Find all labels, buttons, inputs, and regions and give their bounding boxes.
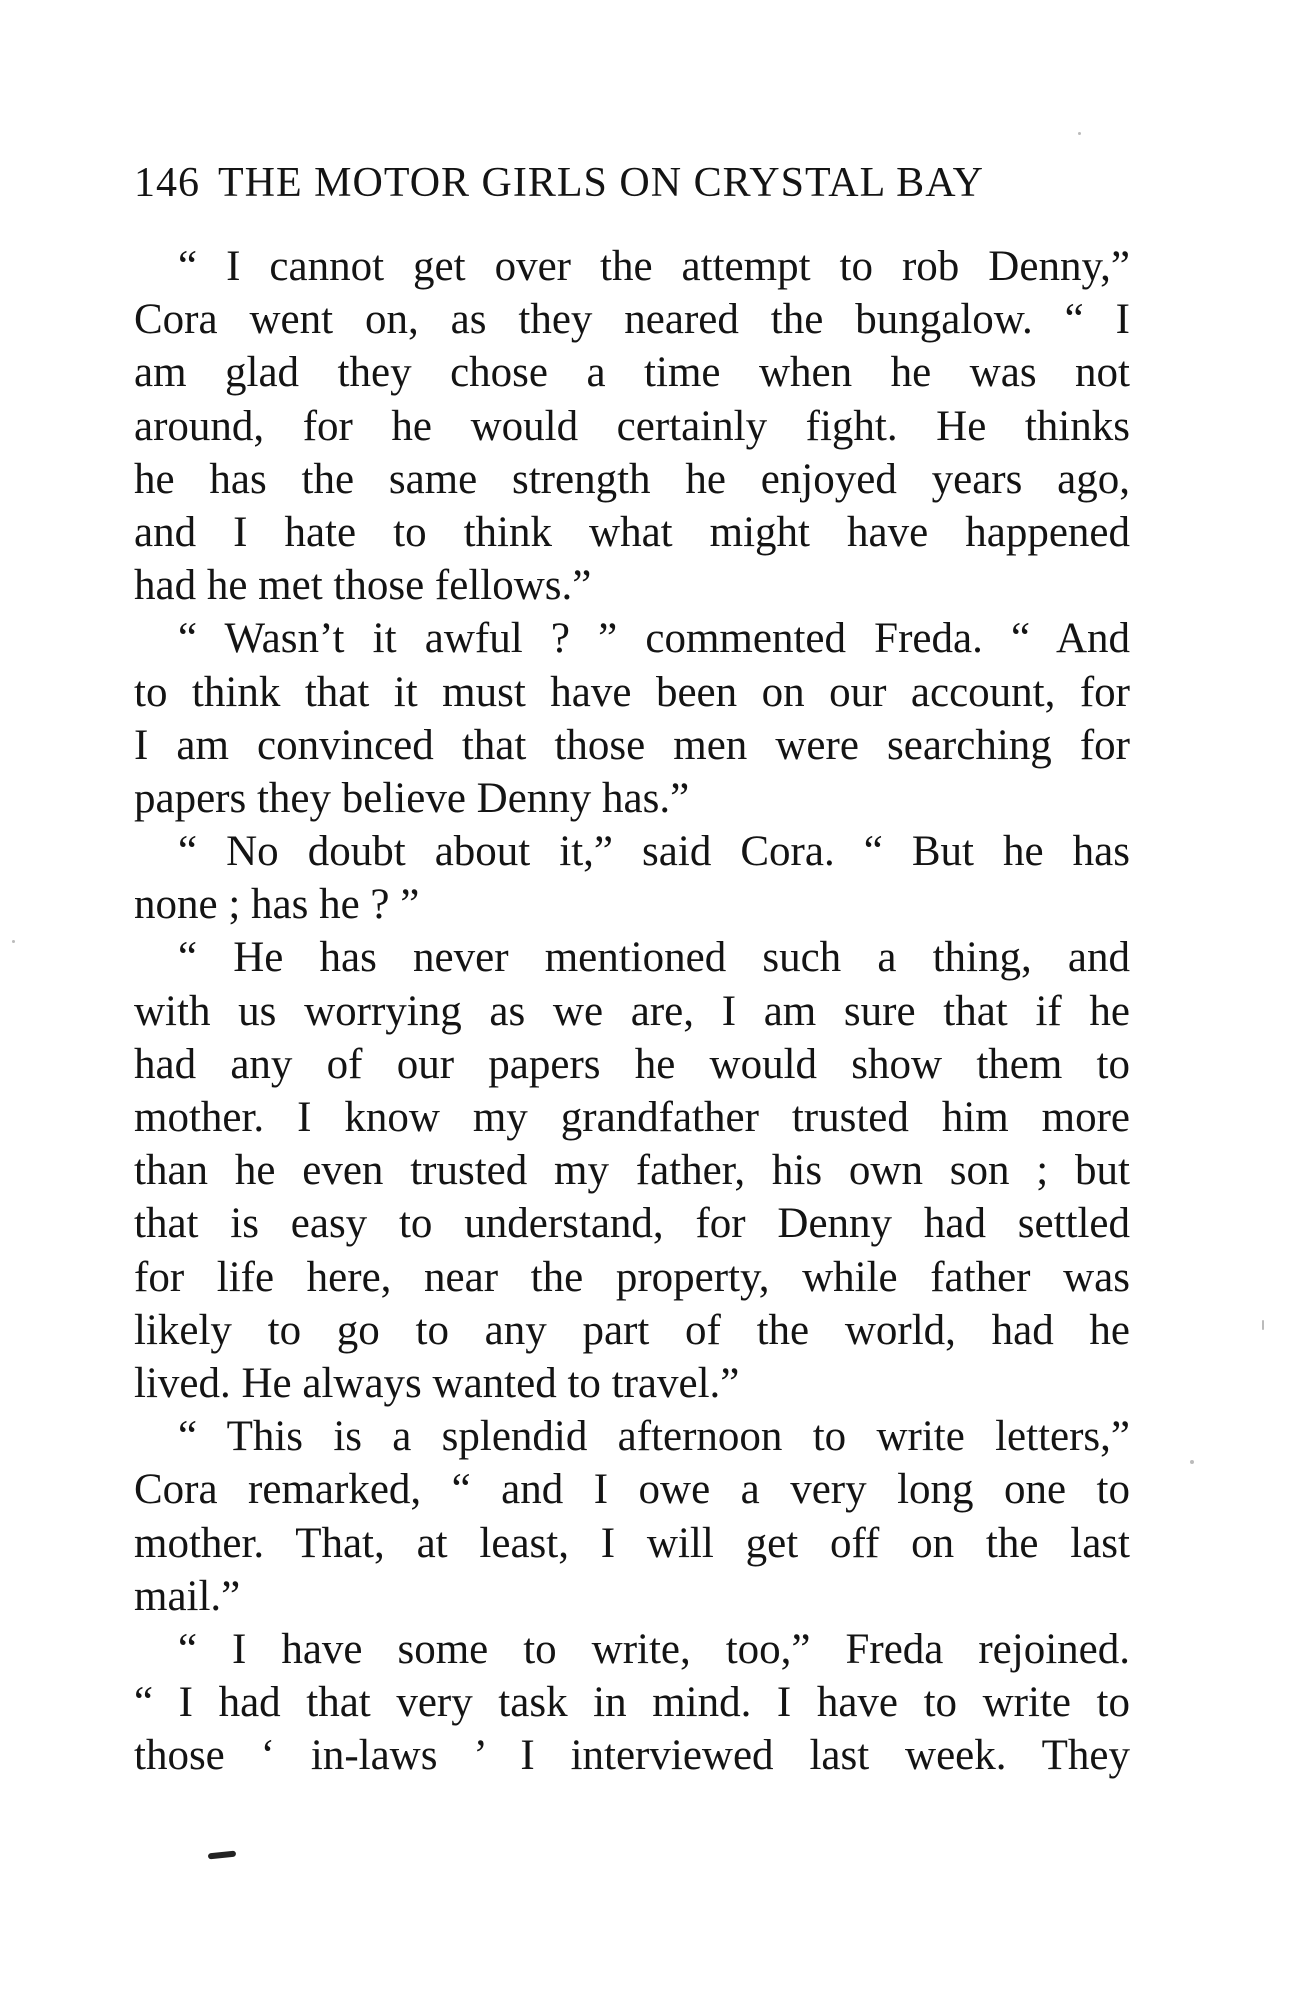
running-header: [134, 158, 1094, 208]
text-line: mother. That, at least, I will get off on the last: [134, 1519, 1130, 1567]
running-title: THE MOTOR GIRLS ON CRYSTAL BAY: [218, 160, 985, 206]
text-line: and I hate to think what might have happened: [134, 508, 1130, 556]
text-line: around, for he would certainly fight. He thinks: [134, 402, 1130, 450]
text-line: had he met those fellows.”: [134, 562, 592, 610]
paper-speck: [1190, 1460, 1194, 1464]
text-line: “ I cannot get over the attempt to rob Denny,”: [178, 243, 1130, 290]
page-number: 146: [134, 160, 200, 206]
text-line: “ I have some to write, too,” Freda rejoined.: [178, 1625, 1130, 1673]
text-line: “ He has never mentioned such a thing, and: [178, 934, 1130, 982]
text-line: for life here, near the property, while father was: [134, 1253, 1130, 1301]
paper-speck: [12, 940, 15, 943]
text-line: that is easy to understand, for Denny had settled: [134, 1200, 1130, 1248]
text-line: “ This is a splendid afternoon to write letters,”: [178, 1413, 1130, 1461]
text-line: than he even trusted my father, his own son ; but: [134, 1147, 1130, 1195]
text-line: likely to go to any part of the world, had he: [134, 1306, 1130, 1354]
text-line: with us worrying as we are, I am sure that if he: [134, 987, 1130, 1035]
text-line: Cora remarked, “ and I owe a very long one to: [134, 1466, 1130, 1514]
text-line: lived. He always wanted to travel.”: [134, 1359, 740, 1407]
text-line: none ; has he ? ”: [134, 881, 420, 929]
text-line: “ Wasn’t it awful ? ” commented Freda. “ And: [178, 615, 1130, 663]
text-line: papers they believe Denny has.”: [134, 774, 690, 822]
body-text: [134, 240, 1130, 1782]
ink-mark-ornament: [208, 1851, 236, 1860]
text-line: mother. I know my grandfather trusted him more: [134, 1094, 1130, 1141]
text-line: mail.”: [134, 1572, 241, 1620]
text-line: had any of our papers he would show them to: [134, 1040, 1130, 1088]
text-line: Cora went on, as they neared the bungalow. “ I: [134, 296, 1130, 344]
text-line: “ No doubt about it,” said Cora. “ But he has: [178, 828, 1130, 876]
paper-speck: [1262, 1320, 1264, 1330]
text-line: to think that it must have been on our account, for: [134, 668, 1130, 716]
text-line: am glad they chose a time when he was not: [134, 349, 1130, 397]
paper-speck: [1078, 132, 1081, 135]
text-line: “ I had that very task in mind. I have to write to: [134, 1679, 1130, 1727]
text-line: those ‘ in-laws ’ I interviewed last week. They: [134, 1732, 1130, 1780]
text-line: he has the same strength he enjoyed years ago,: [134, 455, 1130, 503]
text-line: I am convinced that those men were searching for: [134, 721, 1130, 769]
